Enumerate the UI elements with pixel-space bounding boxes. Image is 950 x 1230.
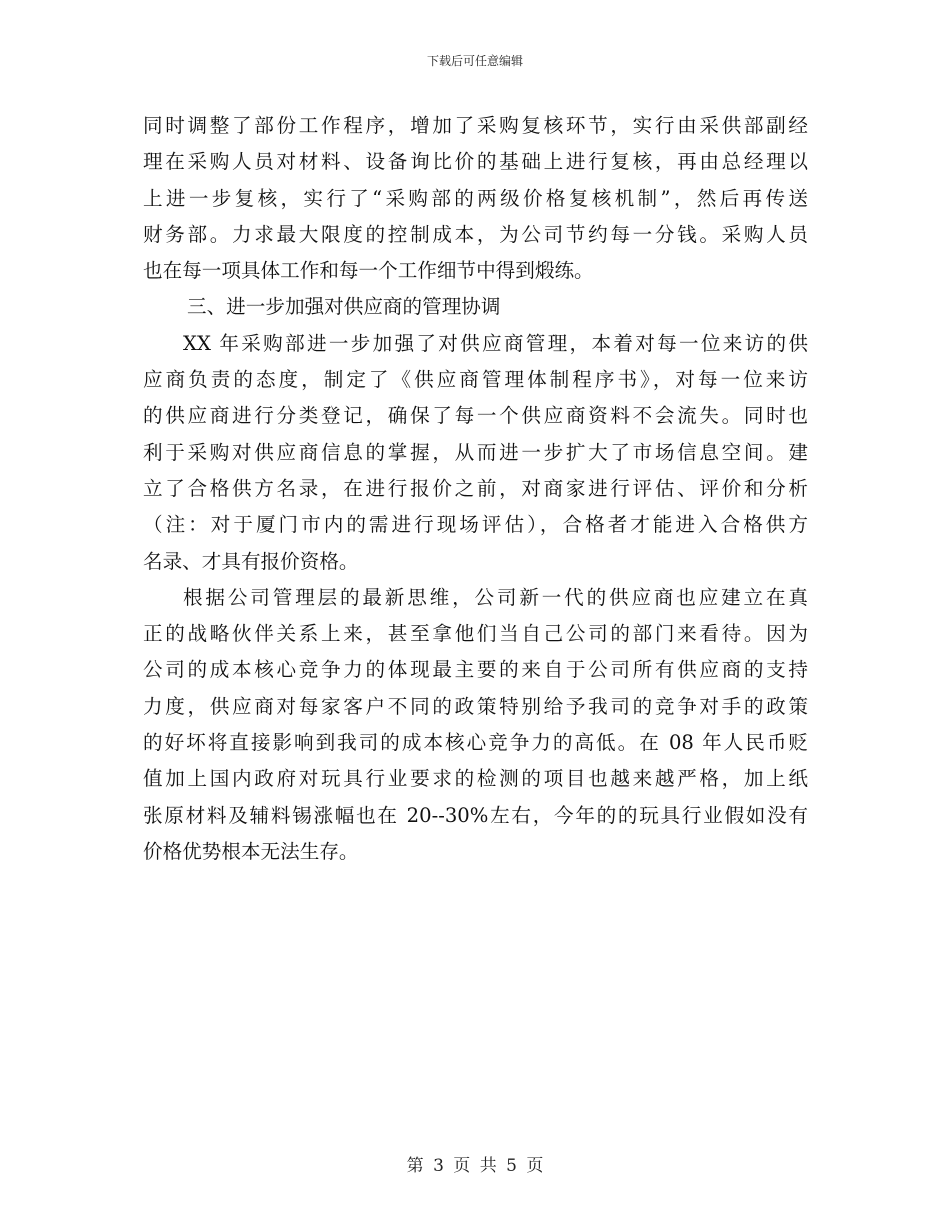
- text-line: 的供应商进行分类登记，确保了每一个供应商资料不会流失。同时也: [143, 404, 808, 428]
- text-line: 同时调整了部份工作程序，增加了采购复核环节，实行由采供部副经: [143, 114, 808, 137]
- section-heading: 三、进一步加强对供应商的管理协调: [187, 295, 501, 319]
- text-line: 张原材料及辅料锡涨幅也在 20--30%左右，今年的的玩具行业假如没有: [143, 803, 808, 827]
- page-header: 下载后可任意编辑: [426, 54, 523, 68]
- text-line: 名录、才具有报价资格。: [143, 549, 359, 573]
- text-line: 根据公司管理层的最新思维，公司新一代的供应商也应建立在真: [183, 585, 808, 609]
- text-line: 利于采购对供应商信息的掌握，从而进一步扩大了市场信息空间。建: [143, 440, 808, 464]
- page-footer: 第 3 页 共 5 页: [406, 1156, 544, 1176]
- text-line: 财务部。力求最大限度的控制成本，为公司节约每一分钱。采购人员: [143, 222, 808, 246]
- text-line: 理在采购人员对材料、设备询比价的基础上进行复核，再由总经理以: [143, 150, 808, 174]
- text-line: 应商负责的态度，制定了《供应商管理体制程序书》，对每一位来访: [143, 368, 808, 392]
- text-line: （注：对于厦门市内的需进行现场评估），合格者才能进入合格供方: [143, 513, 808, 537]
- text-line: 公司的成本核心竞争力的体现最主要的来自于公司所有供应商的支持: [143, 658, 808, 682]
- text-line: 正的战略伙伴关系上来，甚至拿他们当自己公司的部门来看待。因为: [143, 622, 808, 646]
- text-line: XX 年采购部进一步加强了对供应商管理，本着对每一位来访的供: [183, 331, 808, 355]
- text-line: 价格优势根本无法生存。: [143, 839, 359, 863]
- text-line: 力度，供应商对每家客户不同的政策特别给予我司的竞争对手的政策: [143, 694, 808, 718]
- text-line: 上进一步复核，实行了“采购部的两级价格复核机制”，然后再传送: [143, 186, 808, 210]
- text-line: 值加上国内政府对玩具行业要求的检测的项目也越来越严格，加上纸: [143, 767, 808, 791]
- text-line: 的好坏将直接影响到我司的成本核心竞争力的高低。在 08 年人民币贬: [143, 731, 808, 755]
- text-line: 也在每一项具体工作和每一个工作细节中得到煅练。: [143, 259, 594, 283]
- document-body: [143, 108, 808, 870]
- text-line: 立了合格供方名录，在进行报价之前，对商家进行评估、评价和分析: [143, 476, 808, 500]
